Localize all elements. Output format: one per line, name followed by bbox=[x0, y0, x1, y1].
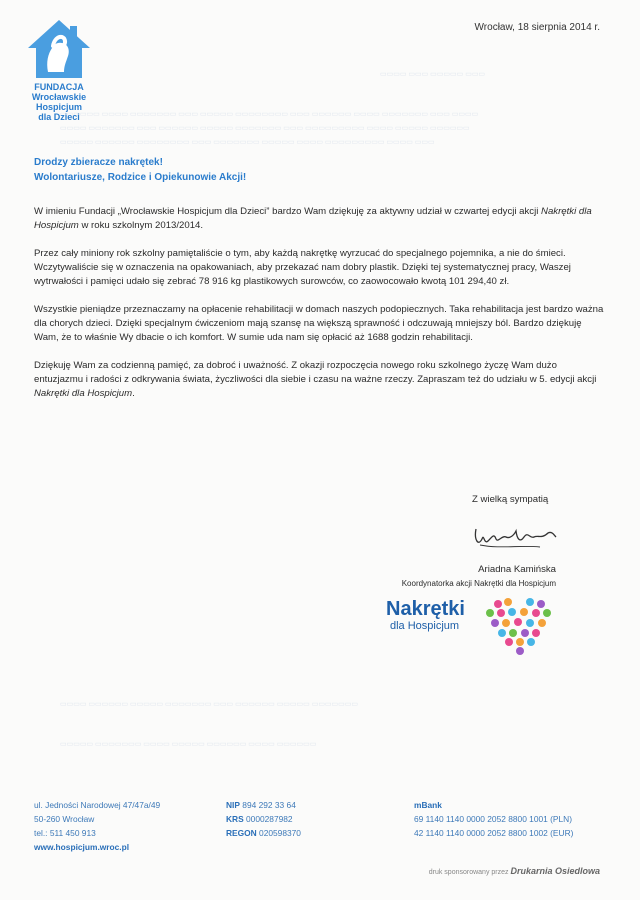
bank-name: mBank bbox=[414, 800, 442, 810]
paragraph: Przez cały miniony rok szkolny pamiętaliście o tym, aby każdą nakrętkę wyrzucać do specjalnego pojemnika, a nie do śmieci. Wczytywaliście się w oznaczenia na opakowaniach, aby przekazać nam dobry plastik. Dzięki tej systematycznej pracy, Waszej wytrwałości i pamięci udało się zebrać 78 916 kg plastikowych surowców, co zaowocowało kwotą 101 294,40 zł. bbox=[34, 248, 571, 287]
paragraph-text: . bbox=[132, 388, 135, 399]
footer-address bbox=[34, 798, 160, 854]
footer-registry bbox=[226, 798, 301, 840]
foundation-logo bbox=[24, 18, 94, 122]
paragraph-text: Dziękuję Wam za codzienną pamięć, za dobroć i uważność. Z okazji rozpoczęcia nowego roku szkolnego życzę Wam dużo entuzjazmu i radości z odkrywania świata, życzliwości dla siebie i czasu na ważne rzeczy. Zapraszam też do udziału w 5. edycji akcji bbox=[34, 360, 597, 385]
paragraph-text: W imieniu Fundacji „Wrocławskie Hospicjum dla Dzieci” bardzo Wam dziękuję za aktywny udział w czwartej edycji akcji bbox=[34, 206, 542, 217]
campaign-logo-title: Nakrętki bbox=[386, 598, 465, 620]
campaign-name: Nakrętki dla Hospicjum bbox=[34, 388, 133, 399]
handwritten-signature bbox=[470, 515, 560, 555]
org-line: Hospicjum bbox=[35, 102, 82, 112]
registry-label: REGON bbox=[226, 828, 257, 838]
signer-block bbox=[402, 563, 556, 591]
bank-account: 42 1140 1140 0000 2052 8800 1002 (EUR) bbox=[414, 828, 574, 838]
closing-phrase: Z wielką sympatią bbox=[472, 494, 549, 505]
signer-name: Ariadna Kamińska bbox=[478, 564, 556, 575]
registry-value: 020598370 bbox=[259, 828, 301, 838]
bank-account: 69 1140 1140 0000 2052 8800 1001 (PLN) bbox=[414, 814, 573, 824]
greeting-line: Drodzy zbieracze nakrętek! bbox=[34, 157, 163, 168]
registry-label: KRS bbox=[226, 814, 244, 824]
registry-value: 0000287982 bbox=[246, 814, 293, 824]
bottle-cap-heart-icon bbox=[484, 596, 556, 656]
registry-row bbox=[226, 826, 301, 840]
sponsor-prefix: druk sponsorowany przez bbox=[428, 869, 509, 876]
registry-row bbox=[226, 798, 301, 812]
paragraph bbox=[34, 205, 604, 233]
address-line: 50-260 Wrocław bbox=[34, 814, 95, 824]
print-sponsor bbox=[429, 866, 600, 876]
registry-label: NIP bbox=[226, 800, 240, 810]
org-line: dla Dzieci bbox=[38, 112, 80, 122]
campaign-name: Nakrętki dla Hospicjum bbox=[34, 206, 592, 231]
letter-date: Wrocław, 18 sierpnia 2014 r. bbox=[474, 22, 600, 33]
campaign-logo-subtitle: dla Hospicjum bbox=[390, 620, 460, 632]
campaign-logo bbox=[386, 598, 465, 632]
phone-line: tel.: 511 450 913 bbox=[34, 828, 96, 838]
registry-value: 894 292 33 64 bbox=[242, 800, 296, 810]
paragraph-text: w roku szkolnym 2013/2014. bbox=[78, 220, 204, 231]
paragraph: Wszystkie pieniądze przeznaczamy na opłacenie rehabilitacji w domach naszych podopiecznych. Taka rehabilitacja jest bardzo ważna dla chorych dzieci. Dzięki specjalnym ćwiczeniom mają szansę na większą sprawność i odczuwają mniejszy ból. Bardzo dziękuję Wam, że to właśnie Wy dbacie o ich komfort. W sumie uda nam się opłacić aż 1688 godzin rehabilitacji. bbox=[34, 304, 604, 343]
sponsor-name: Drukarnia Osiedlowa bbox=[510, 866, 600, 876]
signer-role: Koordynatorka akcji Nakrętki dla Hospicjum bbox=[401, 579, 556, 588]
registry-row bbox=[226, 812, 301, 826]
greeting-line: Wolontariusze, Rodzice i Opiekunowie Akcji! bbox=[34, 172, 247, 183]
website-link[interactable]: www.hospicjum.wroc.pl bbox=[34, 842, 130, 852]
paragraph bbox=[34, 359, 604, 401]
house-hand-icon bbox=[24, 18, 94, 80]
address-line: ul. Jedności Narodowej 47/47a/49 bbox=[34, 800, 161, 810]
footer-bank bbox=[414, 798, 573, 840]
letter-body bbox=[34, 155, 604, 415]
org-line: Wrocławskie bbox=[31, 92, 87, 102]
org-line: FUNDACJA bbox=[34, 82, 84, 92]
